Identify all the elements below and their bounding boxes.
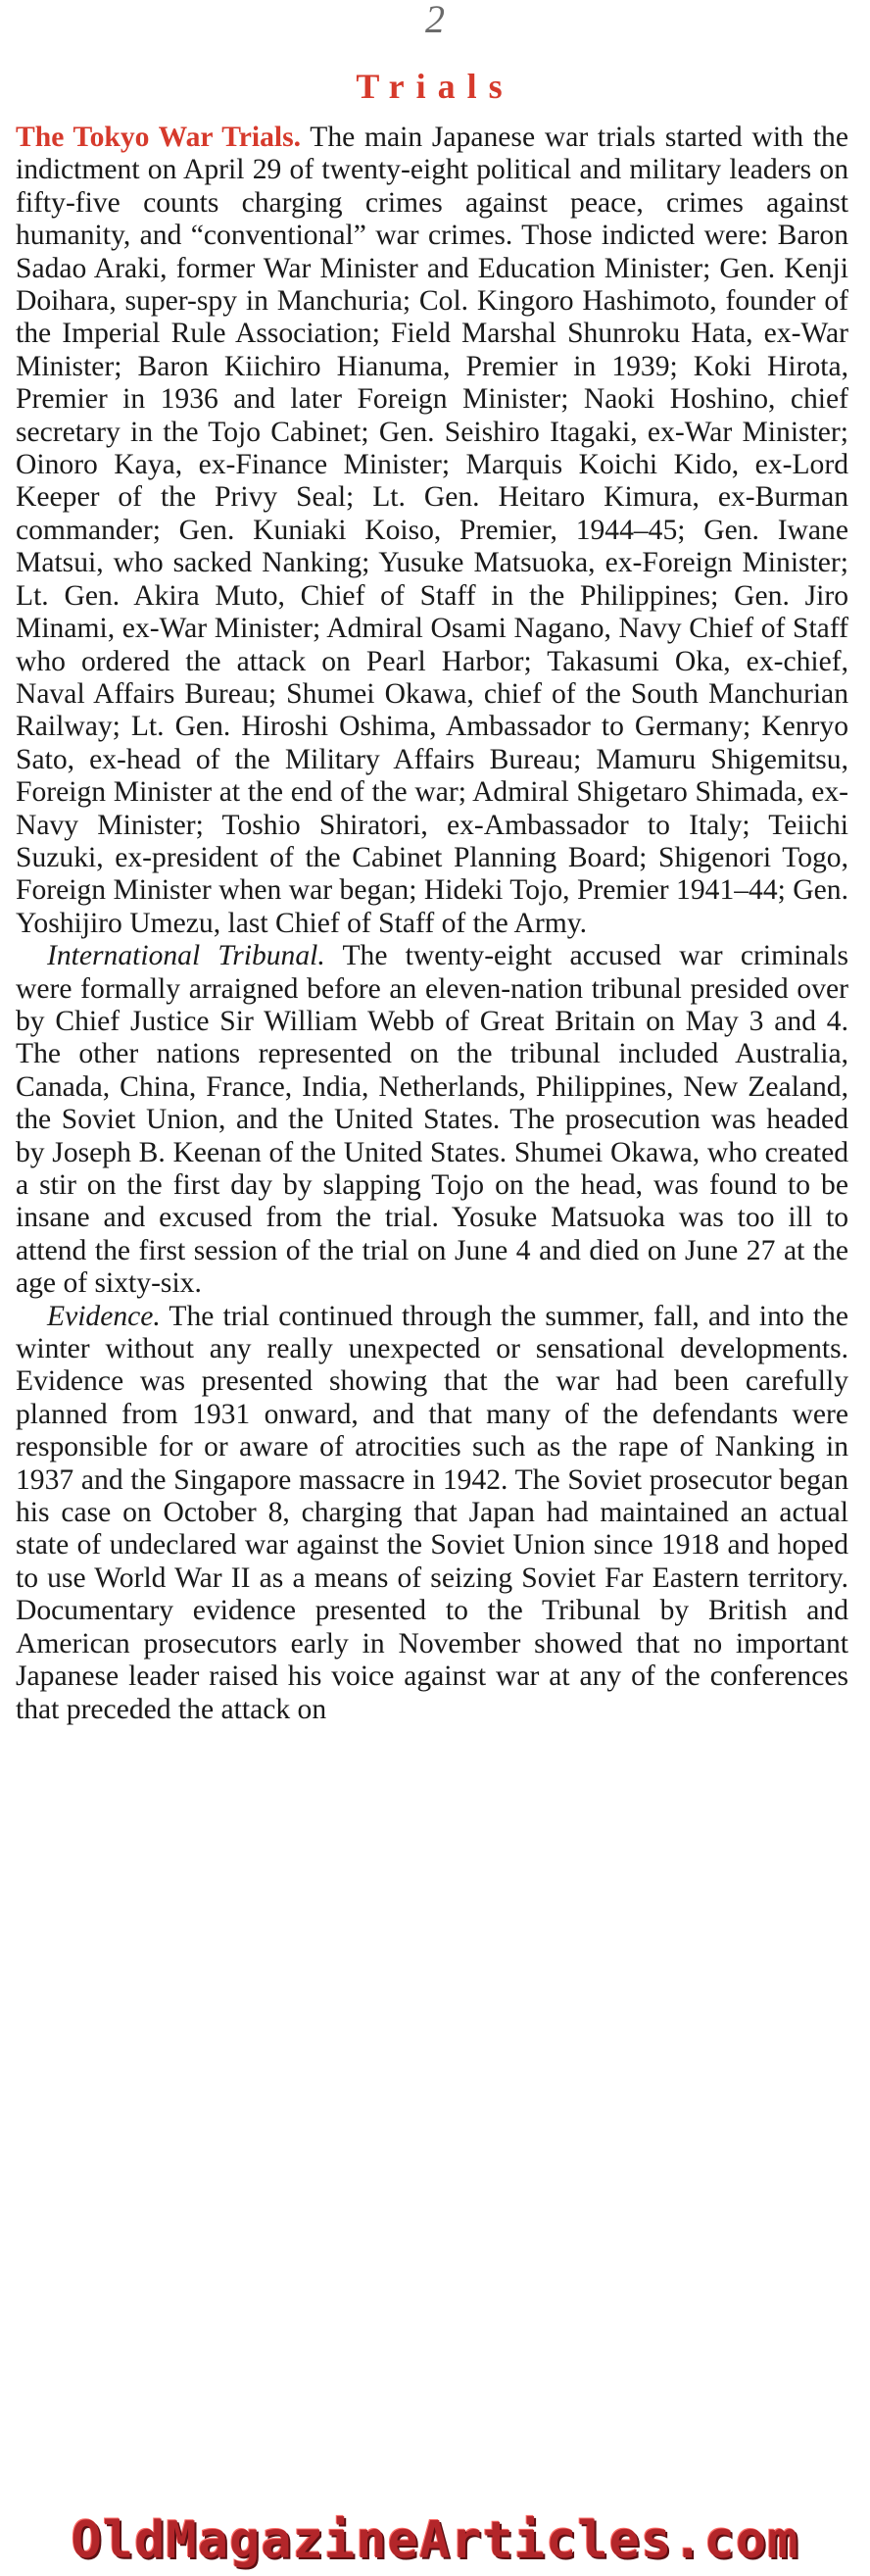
paragraph-evidence xyxy=(16,1301,848,1726)
paragraph-heading: International Tribunal. xyxy=(47,940,325,972)
paragraph-heading: The Tokyo War Trials. xyxy=(16,122,302,153)
paragraph-tokyo-war-trials xyxy=(16,122,848,940)
section-title: Trials xyxy=(356,67,514,106)
article-body xyxy=(16,122,848,1726)
site-logo-text: OldMagazineArticles.com xyxy=(71,2511,799,2570)
paragraph-text: The main Japanese war trials started with the indictment on April 29 of twenty-eight political and military leaders on fifty-five counts charging crimes against peace, crimes against humanity, and “conventional” war crimes. Those indicted were: Baron Sadao Araki, former War Minister and Education Minister; Gen. Kenji Doihara, super-spy in Manchuria; Col. Kingoro Hashimoto, founder of the Imperial Rule Association; Field Marshal Shunroku Hata, ex-War Minister; Baron Kiichiro Hianuma, Premier in 1939; Koki Hirota, Premier in 1936 and later Foreign Minister; Naoki Hoshino, chief secretary in the Tojo Cabinet; Gen. Seishiro Itagaki, ex-War Minister; Oinoro Kaya, ex-Finance Minister; Marquis Koichi Kido, ex-Lord Keeper of the Privy Seal; Lt. Gen. Heitaro Kimura, ex-Burman commander; Gen. Kuniaki Koiso, Premier, 1944–45; Gen. Iwane Matsui, who sacked Nanking; Yusuke Matsuoka, ex-Foreign Minister; Lt. Gen. Akira Muto, Chief of Staff in the Philippines; Gen. Jiro Minami, ex-War Minister; Admiral Osami Nagano, Navy Chief of Staff who ordered the attack on Pearl Harbor; Takasumi Oka, ex-chief, Naval Affairs Bureau; Shumei Okawa, chief of the South Manchurian Railway; Lt. Gen. Hiroshi Oshima, Ambassador to Germany; Kenryo Sato, ex-head of the Military Affairs Bureau; Mamuru Shigemitsu, Foreign Minister at the end of the war; Admiral Shigetaro Shimada, ex-Navy Minister; Toshio Shiratori, ex-Ambassador to Italy; Teiichi Suzuki, ex-president of the Cabinet Planning Board; Shigenori Togo, Foreign Minister when war began; Hideki Tojo, Premier 1941–44; Gen. Yoshijiro Umezu, last Chief of Staff of the Army. xyxy=(16,122,848,939)
paragraph-text: The trial continued through the summer, fall, and into the winter without any really unexpected or sensational developments. Evidence was presented showing that the war had been carefully planned from 1931 onward, and that many of the defendants were responsible for or aware of atrocities such as the rape of Nanking in 1937 and the Singapore massacre in 1942. The Soviet prosecutor began his case on October 8, charging that Japan had maintained an actual state of undeclared war against the Soviet Union since 1918 and hoped to use World War II as a means of seizing Soviet Far Eastern territory. Documentary evidence presented to the Tribunal by British and American prosecutors early in November showed that no important Japanese leader raised his voice against war at any of the conferences that preceded the attack on xyxy=(16,1300,848,1725)
footer-banner[interactable] xyxy=(0,2505,870,2576)
page-number: 2 xyxy=(425,0,445,41)
paragraph-text: The twenty-eight accused war criminals were formally arraigned before an eleven-nation tribunal presided over by Chief Justice Sir William Webb of Great Britain on May 3 and 4. The other nations represented on the tribunal included Australia, Canada, China, France, India, Netherlands, Philippines, New Zealand, the Soviet Union, and the United States. The prosecution was headed by Joseph B. Keenan of the United States. Shumei Okawa, who created a stir on the first day by slapping Tojo on the head, was found to be insane and excused from the trial. Yosuke Matsuoka was too ill to attend the first session of the trial on June 4 and died on June 27 at the age of sixty-six. xyxy=(16,940,848,1300)
paragraph-international-tribunal xyxy=(16,940,848,1300)
paragraph-heading: Evidence. xyxy=(47,1300,161,1332)
